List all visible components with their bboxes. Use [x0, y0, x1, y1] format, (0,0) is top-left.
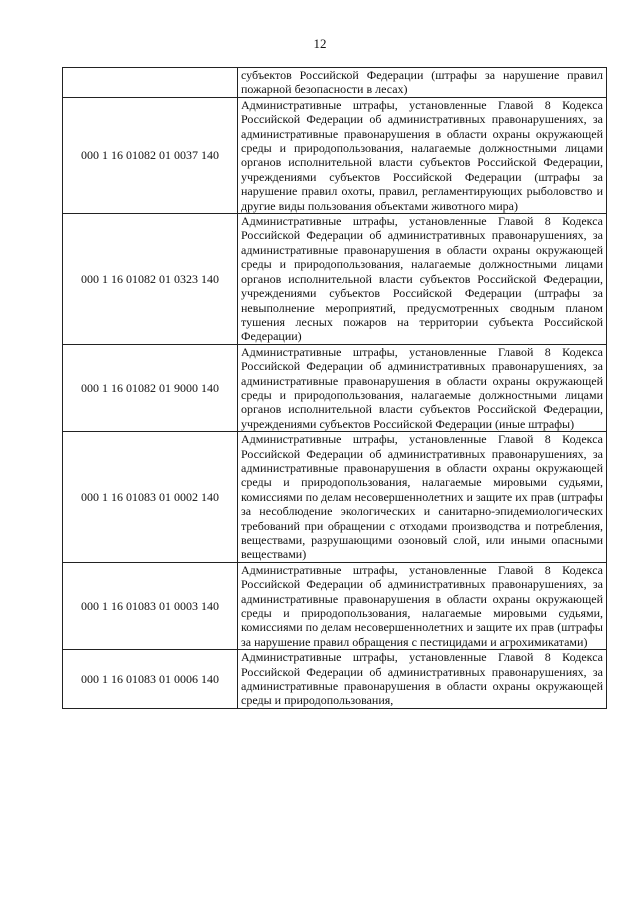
fine-description: Административные штрафы, установленные Главой 8 Кодекса Российской Федерации об административных правонарушениях, за административные правонарушения в области охраны окружающей среды и природопользования, налагаемые должностными лицами органов исполнительной власти субъектов Российской Федерации, учреждениями субъектов Российской Федерации (иные штрафы) — [238, 344, 607, 431]
table-row — [63, 344, 607, 431]
table-row — [63, 650, 607, 709]
budget-code: 000 1 16 01083 01 0002 140 — [63, 432, 238, 563]
fine-description: Административные штрафы, установленные Главой 8 Кодекса Российской Федерации об административных правонарушениях, за административные правонарушения в области охраны окружающей среды и природопользования, налагаемые должностными лицами органов исполнительной власти субъектов Российской Федерации, учреждениями субъектов Российской Федерации (штрафы за нарушение правил охоты, правил, регламентирующих рыболовство и другие виды пользования объектами животного мира) — [238, 97, 607, 213]
budget-code: 000 1 16 01083 01 0003 140 — [63, 562, 238, 649]
page-number: 12 — [313, 36, 327, 51]
fine-description: Административные штрафы, установленные Главой 8 Кодекса Российской Федерации об административных правонарушениях, за административные правонарушения в области охраны окружающей среды и природопользования, налагаемые должностными лицами органов исполнительной власти субъектов Российской Федерации, учреждениями субъектов Российской Федерации (штрафы за невыполнение мероприятий, предусмотренных сводным планом тушения лесных пожаров на территории субъекта Российской Федерации) — [238, 214, 607, 345]
budget-code: 000 1 16 01082 01 9000 140 — [63, 344, 238, 431]
table-row — [63, 97, 607, 213]
budget-code: 000 1 16 01082 01 0037 140 — [63, 97, 238, 213]
fine-description: Административные штрафы, установленные Главой 8 Кодекса Российской Федерации об административных правонарушениях, за административные правонарушения в области охраны окружающей среды и природопользования, — [238, 650, 607, 709]
table-row — [63, 214, 607, 345]
budget-code — [63, 68, 238, 98]
fine-description: Административные штрафы, установленные Главой 8 Кодекса Российской Федерации об административных правонарушениях, за административные правонарушения в области охраны окружающей среды и природопользования, налагаемые мировыми судьями, комиссиями по делам несовершеннолетних и защите их прав (штрафы за несоблюдение экологических и санитарно-эпидемиологических требований при обращении с отходами производства и потребления, веществами, разрушающими озоновый слой, или иными опасными веществами) — [238, 432, 607, 563]
table-row — [63, 432, 607, 563]
table-row — [63, 562, 607, 649]
table-row — [63, 68, 607, 98]
budget-code: 000 1 16 01083 01 0006 140 — [63, 650, 238, 709]
fine-description: Административные штрафы, установленные Главой 8 Кодекса Российской Федерации об административных правонарушениях, за административные правонарушения в области охраны окружающей среды и природопользования, налагаемые мировыми судьями, комиссиями по делам несовершеннолетних и защите их прав (штрафы за нарушение правил обращения с пестицидами и агрохимикатами) — [238, 562, 607, 649]
fine-description: субъектов Российской Федерации (штрафы за нарушение правил пожарной безопасности в лесах) — [238, 68, 607, 98]
budget-code: 000 1 16 01082 01 0323 140 — [63, 214, 238, 345]
budget-codes-table — [62, 67, 607, 709]
